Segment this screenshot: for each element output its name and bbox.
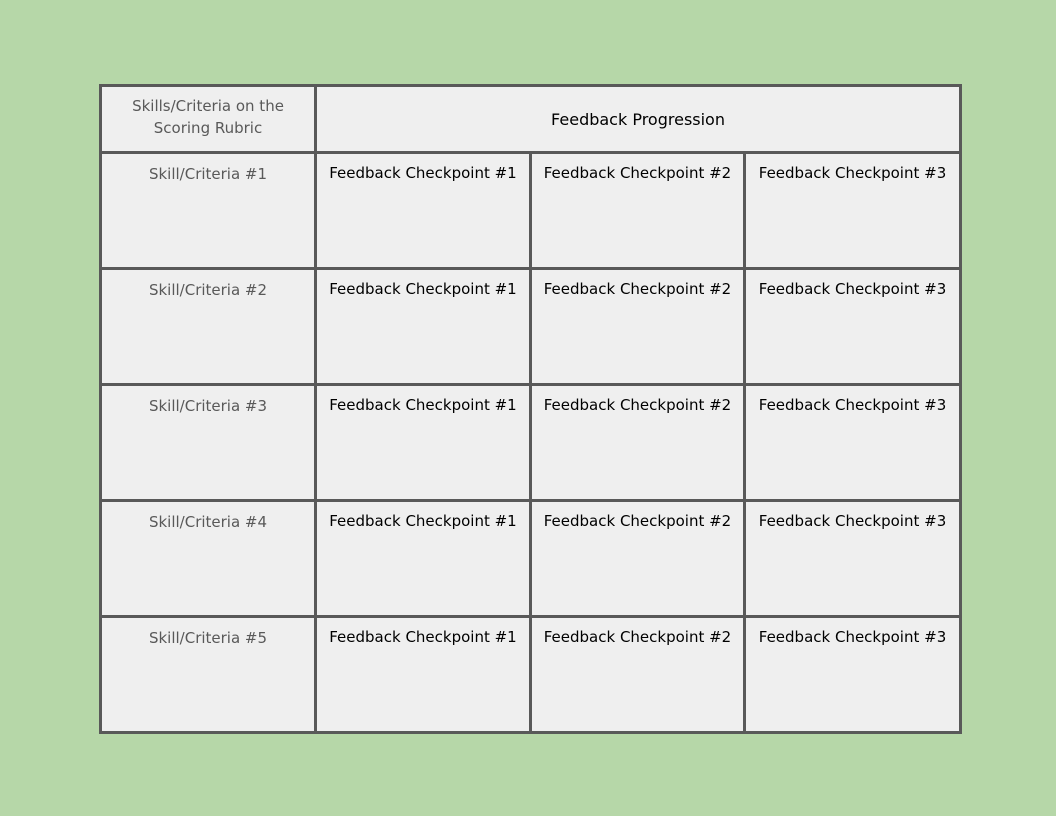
header-row [101,86,961,153]
checkpoint-cell: Feedback Checkpoint #3 [745,501,961,617]
checkpoint-cell: Feedback Checkpoint #2 [531,617,745,733]
checkpoint-cell: Feedback Checkpoint #1 [316,269,531,385]
checkpoint-cell: Feedback Checkpoint #1 [316,501,531,617]
skill-criteria-cell: Skill/Criteria #1 [101,153,316,269]
checkpoint-cell: Feedback Checkpoint #2 [531,385,745,501]
header-skills-criteria: Skills/Criteria on the Scoring Rubric [101,86,316,153]
checkpoint-cell: Feedback Checkpoint #2 [531,501,745,617]
checkpoint-cell: Feedback Checkpoint #2 [531,153,745,269]
table-row [101,153,961,269]
checkpoint-cell: Feedback Checkpoint #3 [745,153,961,269]
table-row [101,385,961,501]
skill-criteria-cell: Skill/Criteria #2 [101,269,316,385]
skill-criteria-cell: Skill/Criteria #5 [101,617,316,733]
checkpoint-cell: Feedback Checkpoint #1 [316,617,531,733]
checkpoint-cell: Feedback Checkpoint #2 [531,269,745,385]
skill-criteria-cell: Skill/Criteria #4 [101,501,316,617]
table-row [101,269,961,385]
feedback-rubric-table [99,84,962,734]
checkpoint-cell: Feedback Checkpoint #3 [745,617,961,733]
table-row [101,617,961,733]
skill-criteria-cell: Skill/Criteria #3 [101,385,316,501]
header-feedback-progression: Feedback Progression [316,86,961,153]
checkpoint-cell: Feedback Checkpoint #3 [745,385,961,501]
checkpoint-cell: Feedback Checkpoint #3 [745,269,961,385]
checkpoint-cell: Feedback Checkpoint #1 [316,385,531,501]
checkpoint-cell: Feedback Checkpoint #1 [316,153,531,269]
table-row [101,501,961,617]
